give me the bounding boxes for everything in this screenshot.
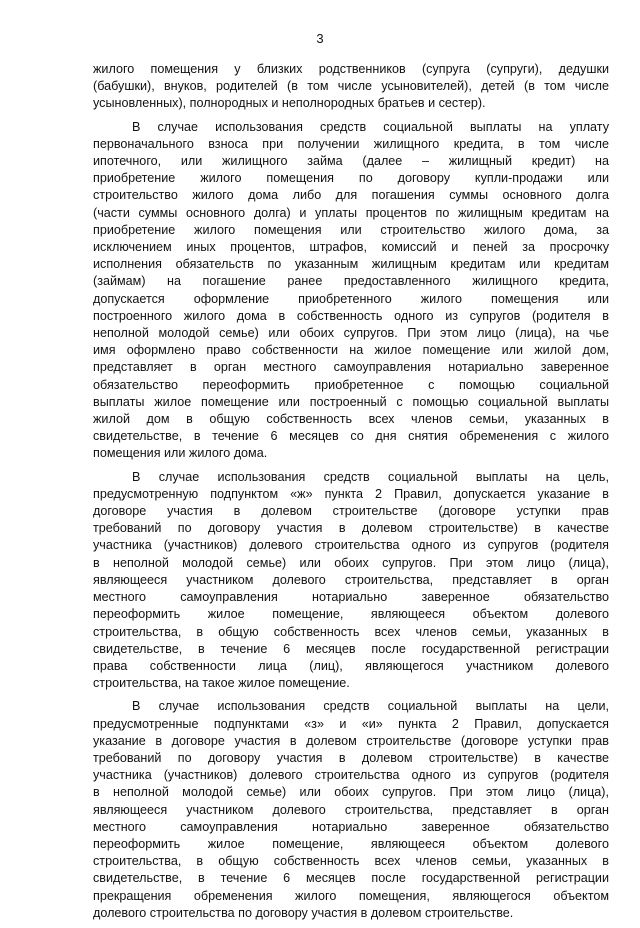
paragraph-line: жилой дом в общую собственность всех членов семьи, указанных в [93,412,609,427]
paragraph-line: допускается оформление приобретенного жилого помещения или [93,291,609,306]
paragraph-line: строительства, на такое жилое помещение. [93,676,350,691]
paragraph-line: обязательство переоформить приобретенное с помощью социальной [93,377,609,392]
paragraph-line: усыновленных), полнородных и неполнородных братьев и сестер). [93,96,486,111]
paragraph-line: в неполной молодой семье) или обоих супругов. При этом лицо (лица), [93,785,609,800]
paragraph-line: предусмотренную подпунктом «ж» пункта 2 Правил, допускается указание в [93,486,609,501]
paragraph-line: построенного жилого дома в собственность одного из супругов (родителя в [93,308,609,323]
paragraph-line: свидетельстве, в течение 6 месяцев после государственной регистрации [93,641,609,656]
paragraph-line: В случае использования средств социальной выплаты на цели, [132,699,609,714]
paragraph [93,119,609,463]
paragraph-line: предусмотренные подпунктами «з» и «и» пункта 2 Правил, допускается [93,716,609,731]
paragraph-line: имя оформлено право собственности на жилое помещение или жилой дом, [93,343,609,358]
paragraph-line: местного самоуправления нотариально заверенное обязательство [93,590,609,605]
paragraph-line: ипотечного, или жилищного займа (далее – жилищный кредит) на [93,154,609,169]
document-body [93,61,609,928]
paragraph-line: помещения или жилого дома. [93,446,268,461]
paragraph-line: (бабушки), внуков, родителей (в том числе усыновителей), детей (в том числе [93,79,609,94]
paragraph-line: первоначального взноса при получении жилищного кредита, в том числе [93,136,609,151]
page-number: 3 [316,31,324,46]
paragraph-line: жилого помещения у близких родственников (супруга (супруги), дедушки [93,62,609,76]
paragraph-line: свидетельстве, в течение 6 месяцев со дня снятия обременения с жилого [93,429,609,444]
paragraph-line: требований по договору участия в долевом строительстве) в качестве [93,521,609,536]
paragraph-line: представляет в орган местного самоуправления нотариально заверенное [93,360,609,375]
paragraph-line: приобретение жилого помещения по договору купли-продажи или [93,171,609,186]
paragraph-line: выплаты жилое помещение или построенный с помощью социальной выплаты [93,394,609,409]
paragraph-line: договоре участия в долевом строительстве (договоре уступки прав [93,504,609,519]
paragraph-line: местного самоуправления нотариально заверенное обязательство [93,819,609,834]
paragraph-line: долевого строительства по договору участия в долевом строительстве. [93,905,514,920]
paragraph-line: исполнения обязательств по указанным жилищным кредитам или кредитам [93,257,609,272]
paragraph-line: являющееся участником долевого строительства, представляет в орган [93,802,609,817]
paragraph [93,61,609,113]
paragraph-line: (части суммы основного долга) и уплаты процентов по жилищным кредитам на [93,205,609,220]
paragraph-line: требований по договору участия в долевом строительстве) в качестве [93,750,609,765]
paragraph-line: строительство жилого дома либо для погашения суммы основного долга [93,188,609,203]
paragraph [93,469,609,693]
paragraph [93,698,609,922]
paragraph-line: (займам) на погашение ранее предоставленного жилищного кредита, [93,274,609,289]
paragraph-line: приобретение жилого помещения или строительство жилого дома, за [93,222,609,237]
paragraph-line: строительства, в общую собственность всех членов семьи, указанных в [93,624,609,639]
paragraph-line: исключением иных процентов, штрафов, комиссий и пеней за просрочку [93,240,609,255]
paragraph-line: переоформить жилое помещение, являющееся объектом долевого [93,836,609,851]
paragraph-line: участника (участников) долевого строительства одного из супругов (родителя [93,538,609,553]
paragraph-line: строительства, в общую собственность всех членов семьи, указанных в [93,854,609,869]
paragraph-line: участника (участников) долевого строительства одного из супругов (родителя [93,768,609,783]
paragraph-line: права собственности лица (лиц), являющегося участником долевого [93,658,609,673]
paragraph-line: являющееся участником долевого строительства, представляет в орган [93,572,609,587]
paragraph-line: неполной молодой семье) или обоих супругов. При этом лицо (лица), на чье [93,326,609,341]
paragraph-line: В случае использования средств социальной выплаты на цель, [132,469,609,484]
paragraph-line: переоформить жилое помещение, являющееся объектом долевого [93,607,609,622]
paragraph-line: прекращения обременения жилого помещения, являющегося объектом [93,888,609,903]
paragraph-line: указание в договоре участия в долевом строительстве (договоре уступки прав [93,733,609,748]
paragraph-line: в неполной молодой семье) или обоих супругов. При этом лицо (лица), [93,555,609,570]
paragraph-line: свидетельстве, в течение 6 месяцев после государственной регистрации [93,871,609,886]
paragraph-line: В случае использования средств социальной выплаты на уплату [132,119,609,134]
